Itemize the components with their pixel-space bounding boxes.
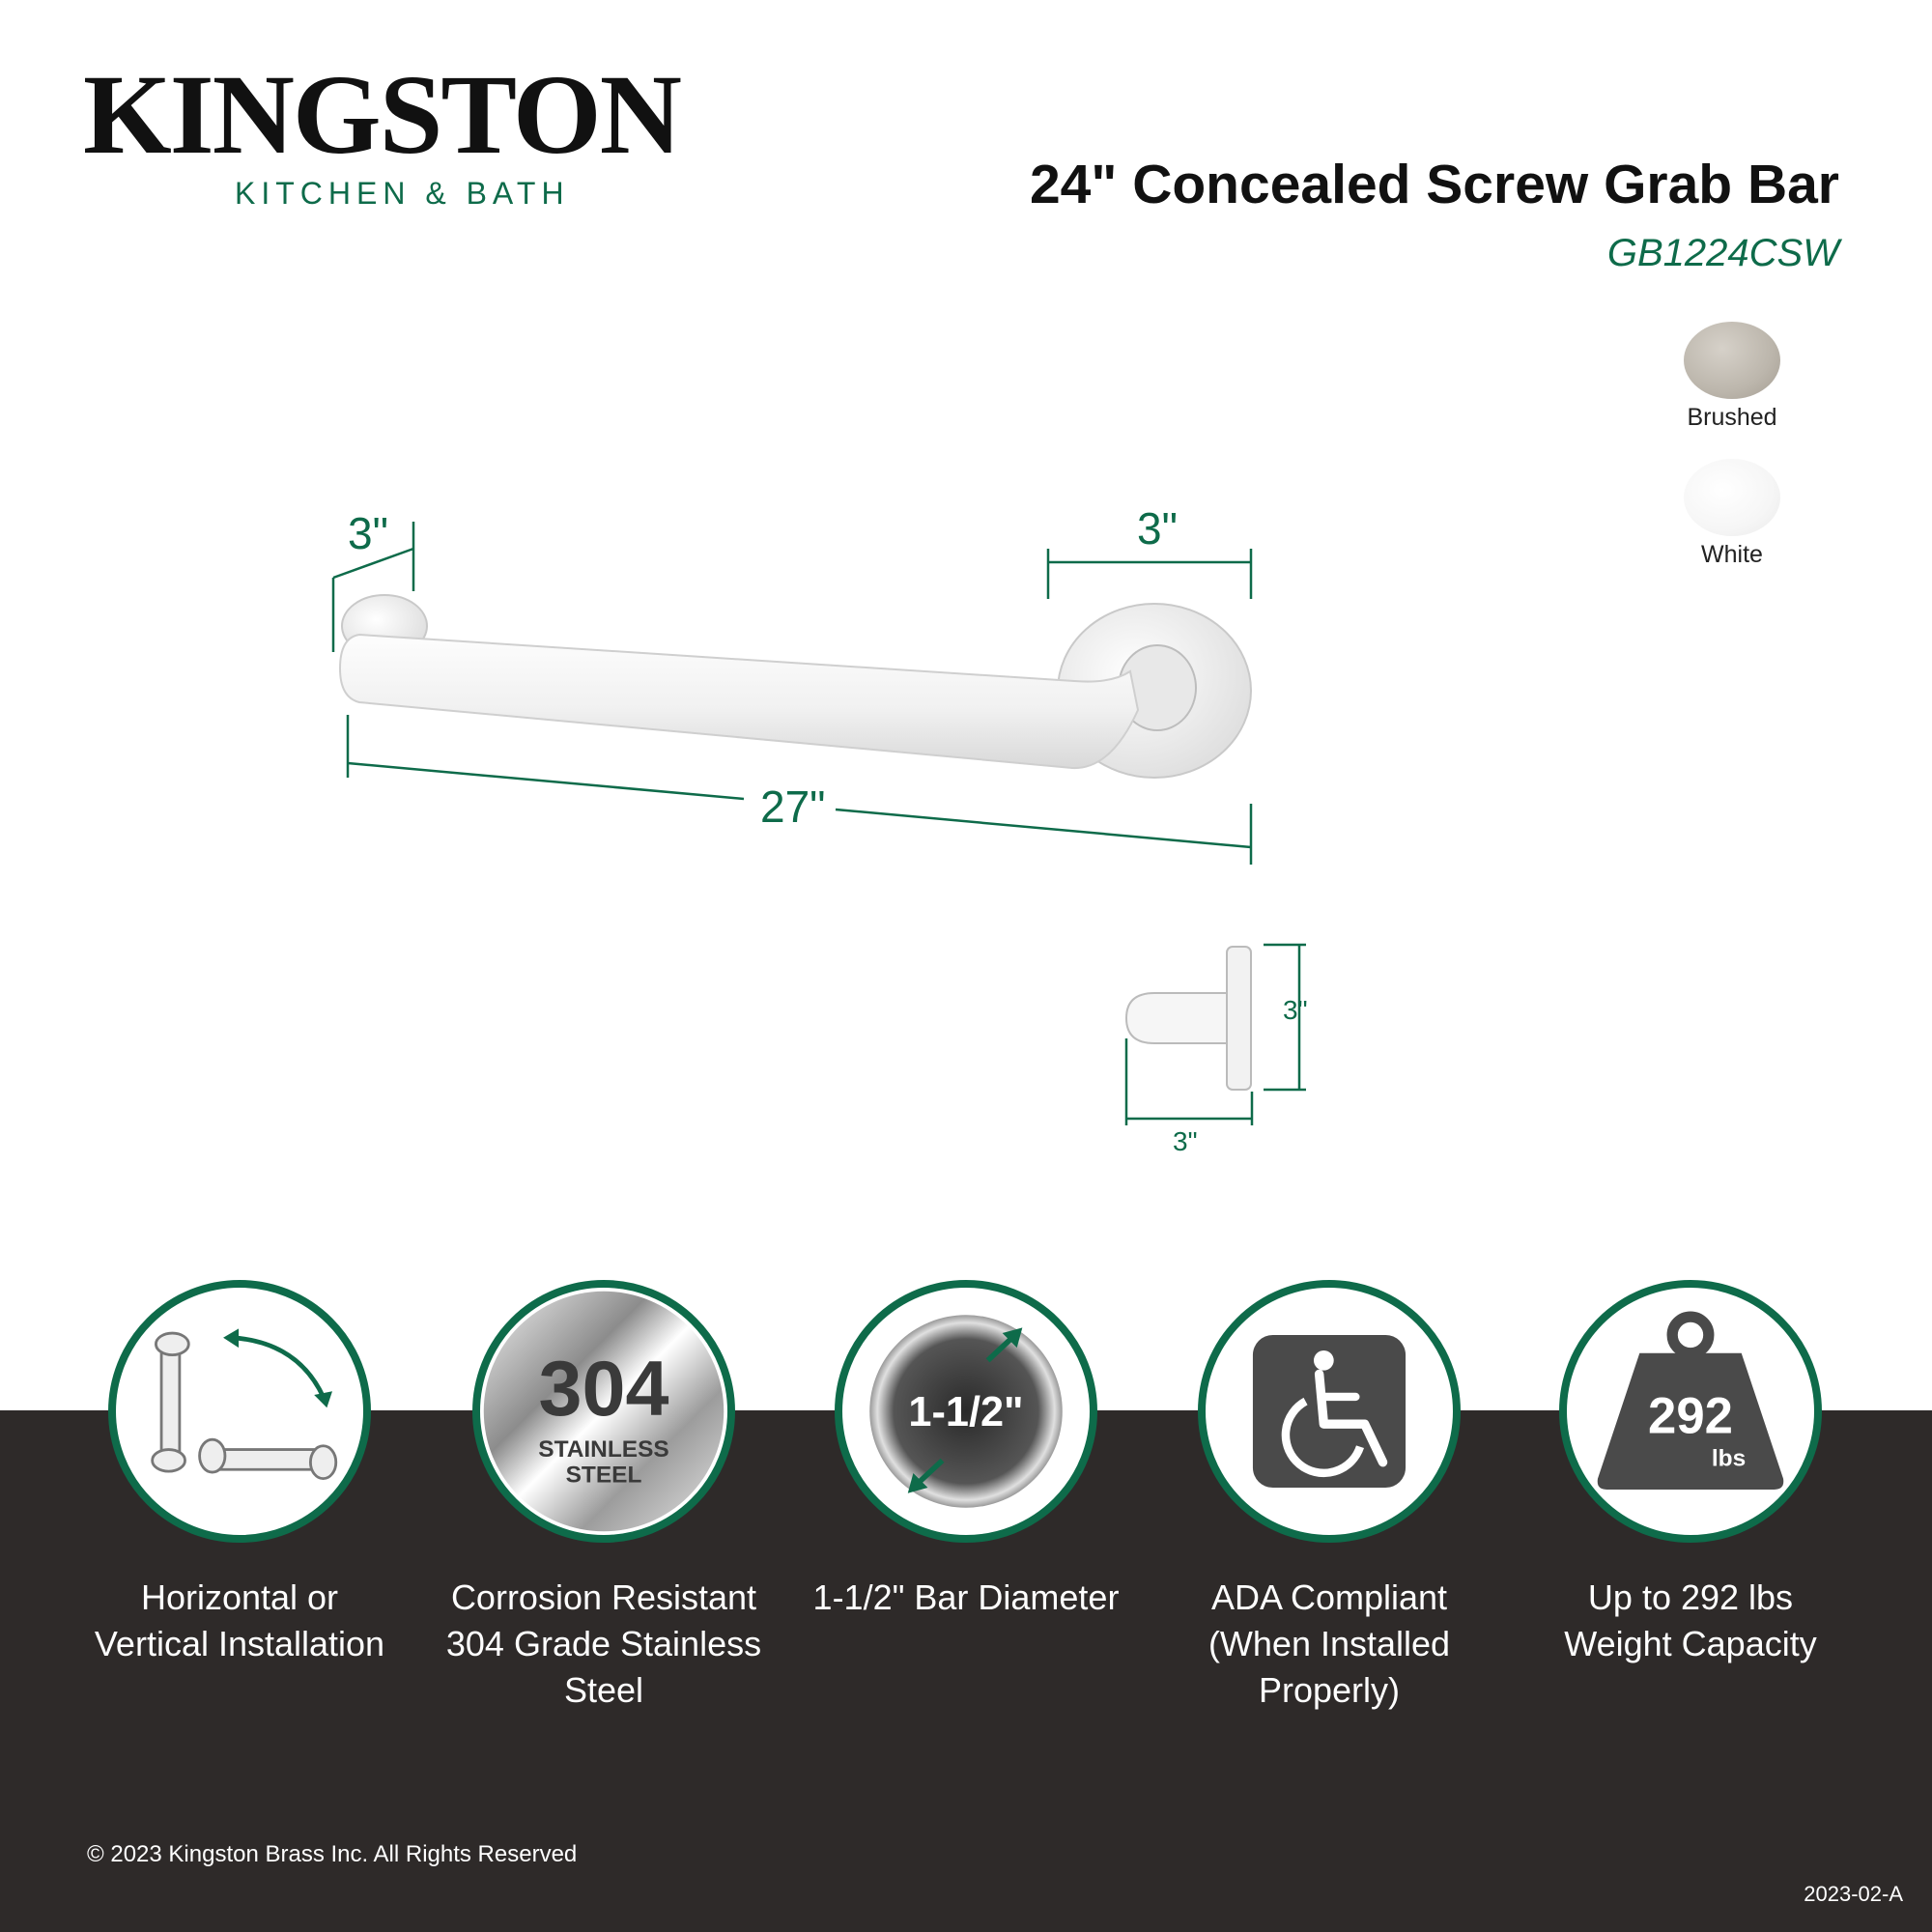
- steel-badge-text-2: STEEL: [565, 1462, 642, 1489]
- feature-label-weight: Up to 292 lbs Weight Capacity: [1564, 1577, 1817, 1663]
- product-model: GB1224CSW: [1606, 232, 1839, 274]
- wheelchair-icon: [1198, 1280, 1461, 1543]
- grab-bar-side-view: [1126, 947, 1251, 1090]
- steel-badge-text-1: STAINLESS: [538, 1436, 669, 1463]
- diameter-badge-text: 1-1/2": [908, 1389, 1024, 1436]
- finish-label-white: White: [1701, 541, 1763, 568]
- copyright-text: © 2023 Kingston Brass Inc. All Rights Reserved: [87, 1841, 578, 1867]
- steel-badge-number: 304: [538, 1345, 669, 1433]
- dim-side-height: 3": [1283, 995, 1308, 1025]
- brand-logo: KINGSTON: [83, 51, 680, 178]
- feature-label-stainless: Corrosion Resistant 304 Grade Stainless Steel: [445, 1577, 762, 1710]
- grab-bar-illustration: [340, 595, 1251, 778]
- product-title: 24" Concealed Screw Grab Bar: [1029, 154, 1839, 215]
- dim-flange-right: 3": [1137, 503, 1178, 554]
- dim-overall-length: 27": [760, 781, 826, 832]
- brand-tagline: KITCHEN & BATH: [235, 176, 570, 211]
- dim-flange-left: 3": [348, 508, 388, 558]
- dim-side-projection: 3": [1173, 1126, 1198, 1156]
- weight-icon: [1559, 1280, 1822, 1543]
- version-code: 2023-02-A: [1804, 1882, 1903, 1906]
- stainless-steel-icon: [472, 1280, 735, 1543]
- rotate-orientation-icon: [108, 1280, 371, 1543]
- weight-badge-unit: lbs: [1711, 1445, 1747, 1472]
- weight-badge-number: 292: [1648, 1387, 1733, 1445]
- feature-label-diameter: 1-1/2" Bar Diameter: [812, 1577, 1120, 1617]
- feature-label-ada: ADA Compliant (When Installed Properly): [1208, 1577, 1451, 1710]
- finish-label-brushed: Brushed: [1687, 404, 1777, 431]
- diameter-icon: [835, 1280, 1097, 1543]
- feature-label-orientation: Horizontal or Vertical Installation: [94, 1577, 385, 1663]
